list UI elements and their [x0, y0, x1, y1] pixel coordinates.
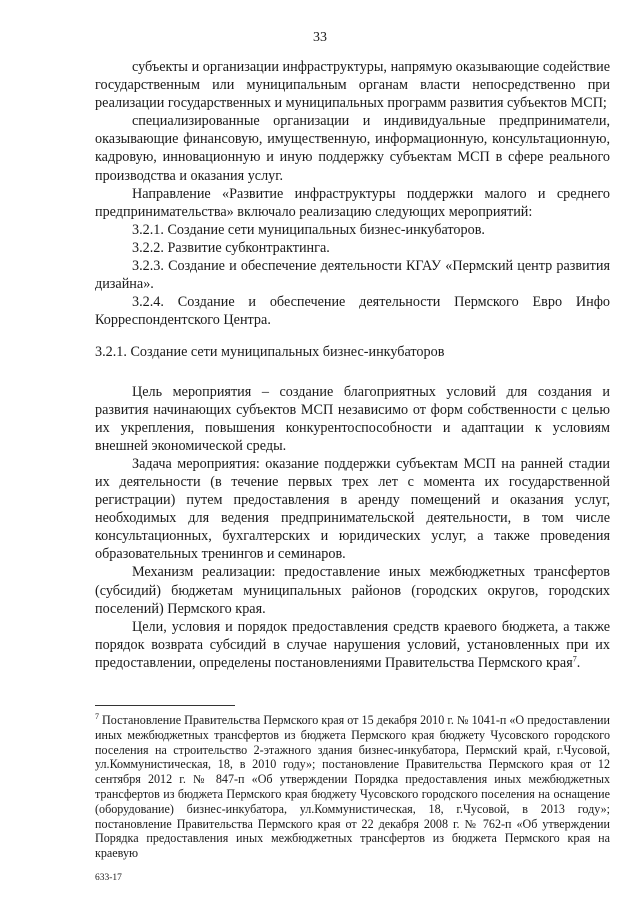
paragraph-mechanism: Механизм реализации: предоставление иных межбюджетных трансфертов (субсидий) бюджетам муниципальных районов (городских округов, городских поселений) Пермского края. [95, 564, 610, 617]
list-item-3-2-4: 3.2.4. Создание и обеспечение деятельности Пермского Евро Инфо Корреспондентского Центра. [95, 294, 610, 329]
page-code: 633-17 [95, 873, 122, 883]
paragraph-conditions-text: Цели, условия и порядок предоставления средств краевого бюджета, а также порядок возврата субсидий в случае нарушения условий, установленных при их предоставлении, определены постановлениями Правительства Пермского края [95, 618, 610, 671]
paragraph-conditions [95, 618, 610, 672]
paragraph-task: Задача мероприятия: оказание поддержки субъектам МСП на ранней стадии их деятельности (в течение первых трех лет с момента их государственной регистрации) путем предоставления в аренду помещений и оказания услуг, необходимых для ведения предпринимательской деятельности, в том числе консультационных, бухгалтерских и юридических услуг, а также проведения образовательных тренингов и семинаров. [95, 455, 610, 563]
list-item-3-2-2: 3.2.2. Развитие субконтрактинга. [132, 239, 330, 256]
paragraph-specialized-organizations: специализированные организации и индивидуальные предприниматели, оказывающие финансовую, имущественную, информационную, консультационную, кадровую, инновационную и иную поддержку субъектам МСП в сфере реального производства и оказания услуг. [95, 113, 610, 184]
section-heading: 3.2.1. Создание сети муниципальных бизнес-инкубаторов [95, 344, 445, 361]
paragraph-goal: Цель мероприятия – создание благоприятных условий для создания и развития начинающих субъектов МСП независимо от форм собственности с целью их укрепления, повышения конкурентоспособности и адаптации к условиям внешней экономической среды. [95, 383, 610, 454]
paragraph-infrastructure-subjects: субъекты и организации инфраструктуры, напрямую оказывающие содействие государственным или муниципальным органам власти непосредственно при реализации государственных и муниципальных программ развития субъектов МСП; [95, 59, 610, 112]
footnote-text: Постановление Правительства Пермского края от 15 декабря 2010 г. № 1041-п «О предоставлении иных межбюджетных трансфертов из бюджета Пермского края бюджету Чусовского городского поселения на строительство 2-этажного здания бизнес-инкубатора, Пермский край, г.Чусовой, ул.Коммунистическая, 18, в 2010 году»; постановление Правительства Пермского края от 12 сентября 2012 г. № 847-п «Об утверждении Порядка предоставления иных межбюджетных трансфертов из бюджета Пермского края бюджету Чусовского городского поселения на оснащение (оборудование) бизнес-инкубатора, ул.Коммунистическая, 18, г.Чусовой, в 2013 году»; постановление Правительства Пермского края от 22 декабря 2008 г. № 762-п «Об утверждении Порядка предоставления иных межбюджетных трансфертов из бюджета Пермского края на краевую [95, 713, 610, 861]
paragraph-direction-intro: Направление «Развитие инфраструктуры поддержки малого и среднего предпринимательства» включало реализацию следующих мероприятий: [95, 185, 610, 220]
footnote-divider [95, 705, 235, 706]
footnote-mark: 7 [95, 711, 99, 721]
list-item-3-2-3: 3.2.3. Создание и обеспечение деятельности КГАУ «Пермский центр развития дизайна». [95, 258, 610, 293]
footnote-reference: 7 [572, 654, 577, 664]
list-item-3-2-1: 3.2.1. Создание сети муниципальных бизнес-инкубаторов. [132, 221, 485, 238]
paragraph-conditions-end: . [576, 654, 581, 671]
page-number: 33 [313, 30, 327, 45]
body-text [95, 58, 610, 672]
footnote [95, 713, 610, 861]
